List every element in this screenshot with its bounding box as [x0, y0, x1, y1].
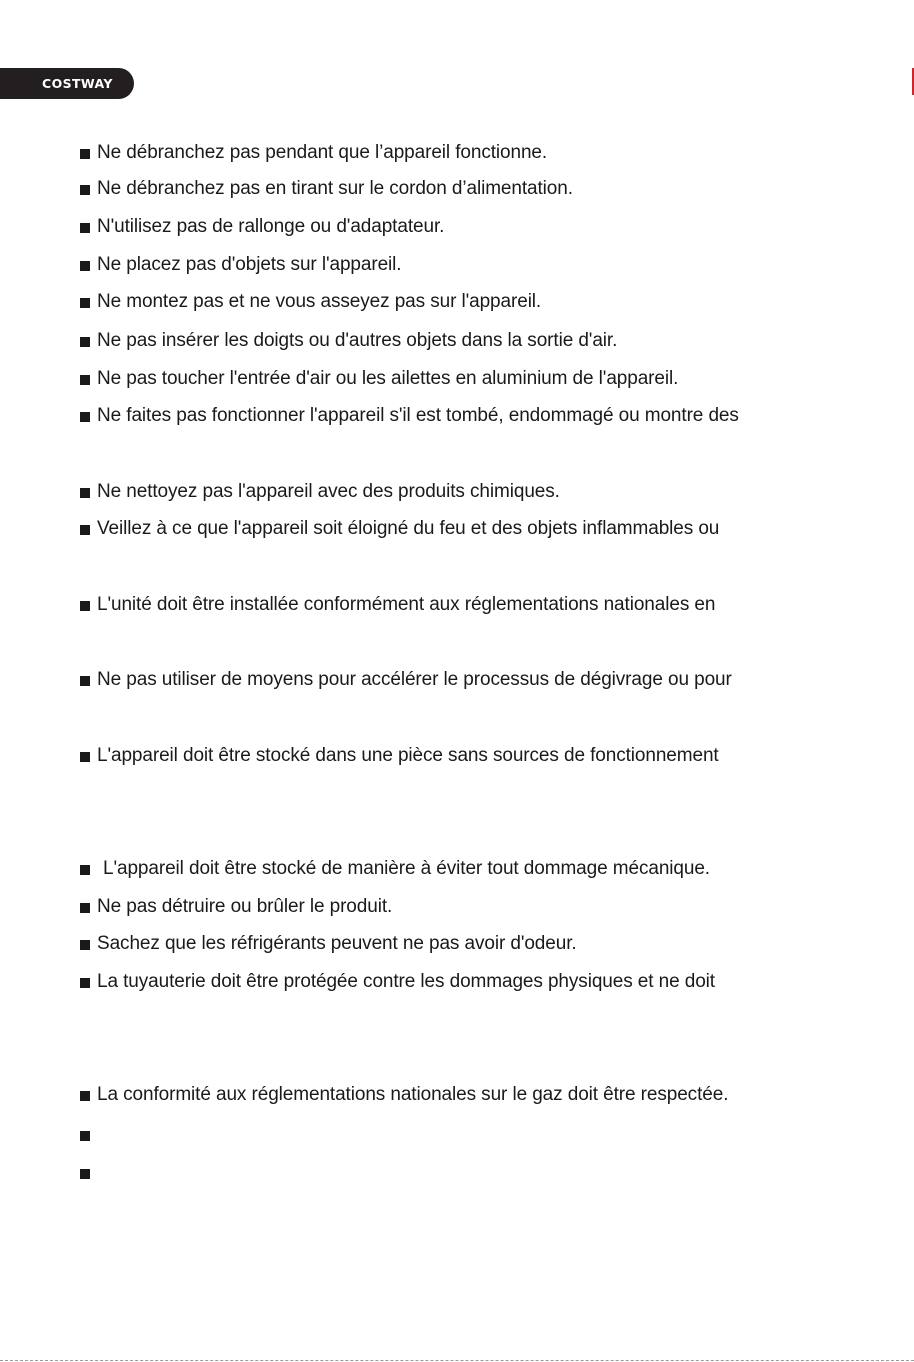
- black-square-icon: [80, 601, 90, 611]
- list-item-text: Ne débranchez pas pendant que l’appareil fonctionne.: [97, 142, 548, 163]
- list-item: [80, 1160, 97, 1186]
- list-item-text: La tuyauterie doit être protégée contre les dommages physiques et ne doit: [97, 971, 715, 992]
- list-item-text: La conformité aux réglementations nationales sur le gaz doit être respectée.: [97, 1084, 729, 1105]
- black-square-icon: [80, 1131, 90, 1141]
- black-square-icon: [80, 1169, 90, 1179]
- black-square-icon: [80, 676, 90, 686]
- list-item-text: Veillez à ce que l'appareil soit éloigné du feu et des objets inflammables ou: [97, 518, 720, 539]
- black-square-icon: [80, 185, 90, 195]
- list-item-text: Ne débranchez pas en tirant sur le cordon d’alimentation.: [97, 178, 573, 199]
- list-item-text: L'appareil doit être stocké dans une pièce sans sources de fonctionnement: [97, 745, 719, 766]
- list-item: [80, 176, 573, 202]
- list-item: [80, 479, 560, 505]
- list-item: [80, 969, 715, 995]
- black-square-icon: [80, 337, 90, 347]
- list-item-text: Ne pas détruire ou brûler le produit.: [97, 896, 393, 917]
- page-bottom-divider: [0, 1360, 914, 1361]
- list-item: [80, 366, 678, 392]
- black-square-icon: [80, 223, 90, 233]
- list-item-text: Sachez que les réfrigérants peuvent ne pas avoir d'odeur.: [97, 933, 577, 954]
- black-square-icon: [80, 525, 90, 535]
- black-square-icon: [80, 865, 90, 875]
- list-item: [80, 516, 719, 542]
- black-square-icon: [80, 412, 90, 422]
- list-item: [80, 328, 617, 354]
- black-square-icon: [80, 1091, 90, 1101]
- list-item: [80, 214, 444, 240]
- list-item: [80, 289, 541, 315]
- black-square-icon: [80, 298, 90, 308]
- list-item: [80, 1122, 97, 1148]
- list-item-text: L'appareil doit être stocké de manière à éviter tout dommage mécanique.: [103, 858, 710, 879]
- list-item: [80, 592, 715, 618]
- list-item: [80, 403, 739, 429]
- black-square-icon: [80, 752, 90, 762]
- list-item: [80, 931, 577, 957]
- list-item-text: Ne faites pas fonctionner l'appareil s'il est tombé, endommagé ou montre des: [97, 405, 739, 426]
- list-item: [80, 894, 392, 920]
- brand-logo: COSTWAY: [42, 76, 113, 91]
- list-item: [80, 743, 719, 769]
- list-item-text: Ne pas utiliser de moyens pour accélérer le processus de dégivrage ou pour: [97, 669, 732, 690]
- black-square-icon: [80, 978, 90, 988]
- black-square-icon: [80, 375, 90, 385]
- list-item: [80, 856, 710, 882]
- list-item-text: Ne montez pas et ne vous asseyez pas sur l'appareil.: [97, 291, 542, 312]
- list-item-text: N'utilisez pas de rallonge ou d'adaptateur.: [97, 216, 445, 237]
- list-item-text: Ne nettoyez pas l'appareil avec des produits chimiques.: [97, 481, 560, 502]
- black-square-icon: [80, 940, 90, 950]
- black-square-icon: [80, 488, 90, 498]
- list-item: [80, 140, 547, 166]
- list-item-text: Ne pas toucher l'entrée d'air ou les ailettes en aluminium de l'appareil.: [97, 368, 679, 389]
- black-square-icon: [80, 261, 90, 271]
- list-item: [80, 1082, 728, 1108]
- black-square-icon: [80, 903, 90, 913]
- black-square-icon: [80, 149, 90, 159]
- list-item-text: Ne pas insérer les doigts ou d'autres objets dans la sortie d'air.: [97, 330, 618, 351]
- brand-tab: [0, 68, 134, 99]
- list-item-text: L'unité doit être installée conformément aux réglementations nationales en: [97, 594, 716, 615]
- list-item: [80, 667, 732, 693]
- list-item: [80, 252, 401, 278]
- list-item-text: Ne placez pas d'objets sur l'appareil.: [97, 254, 402, 275]
